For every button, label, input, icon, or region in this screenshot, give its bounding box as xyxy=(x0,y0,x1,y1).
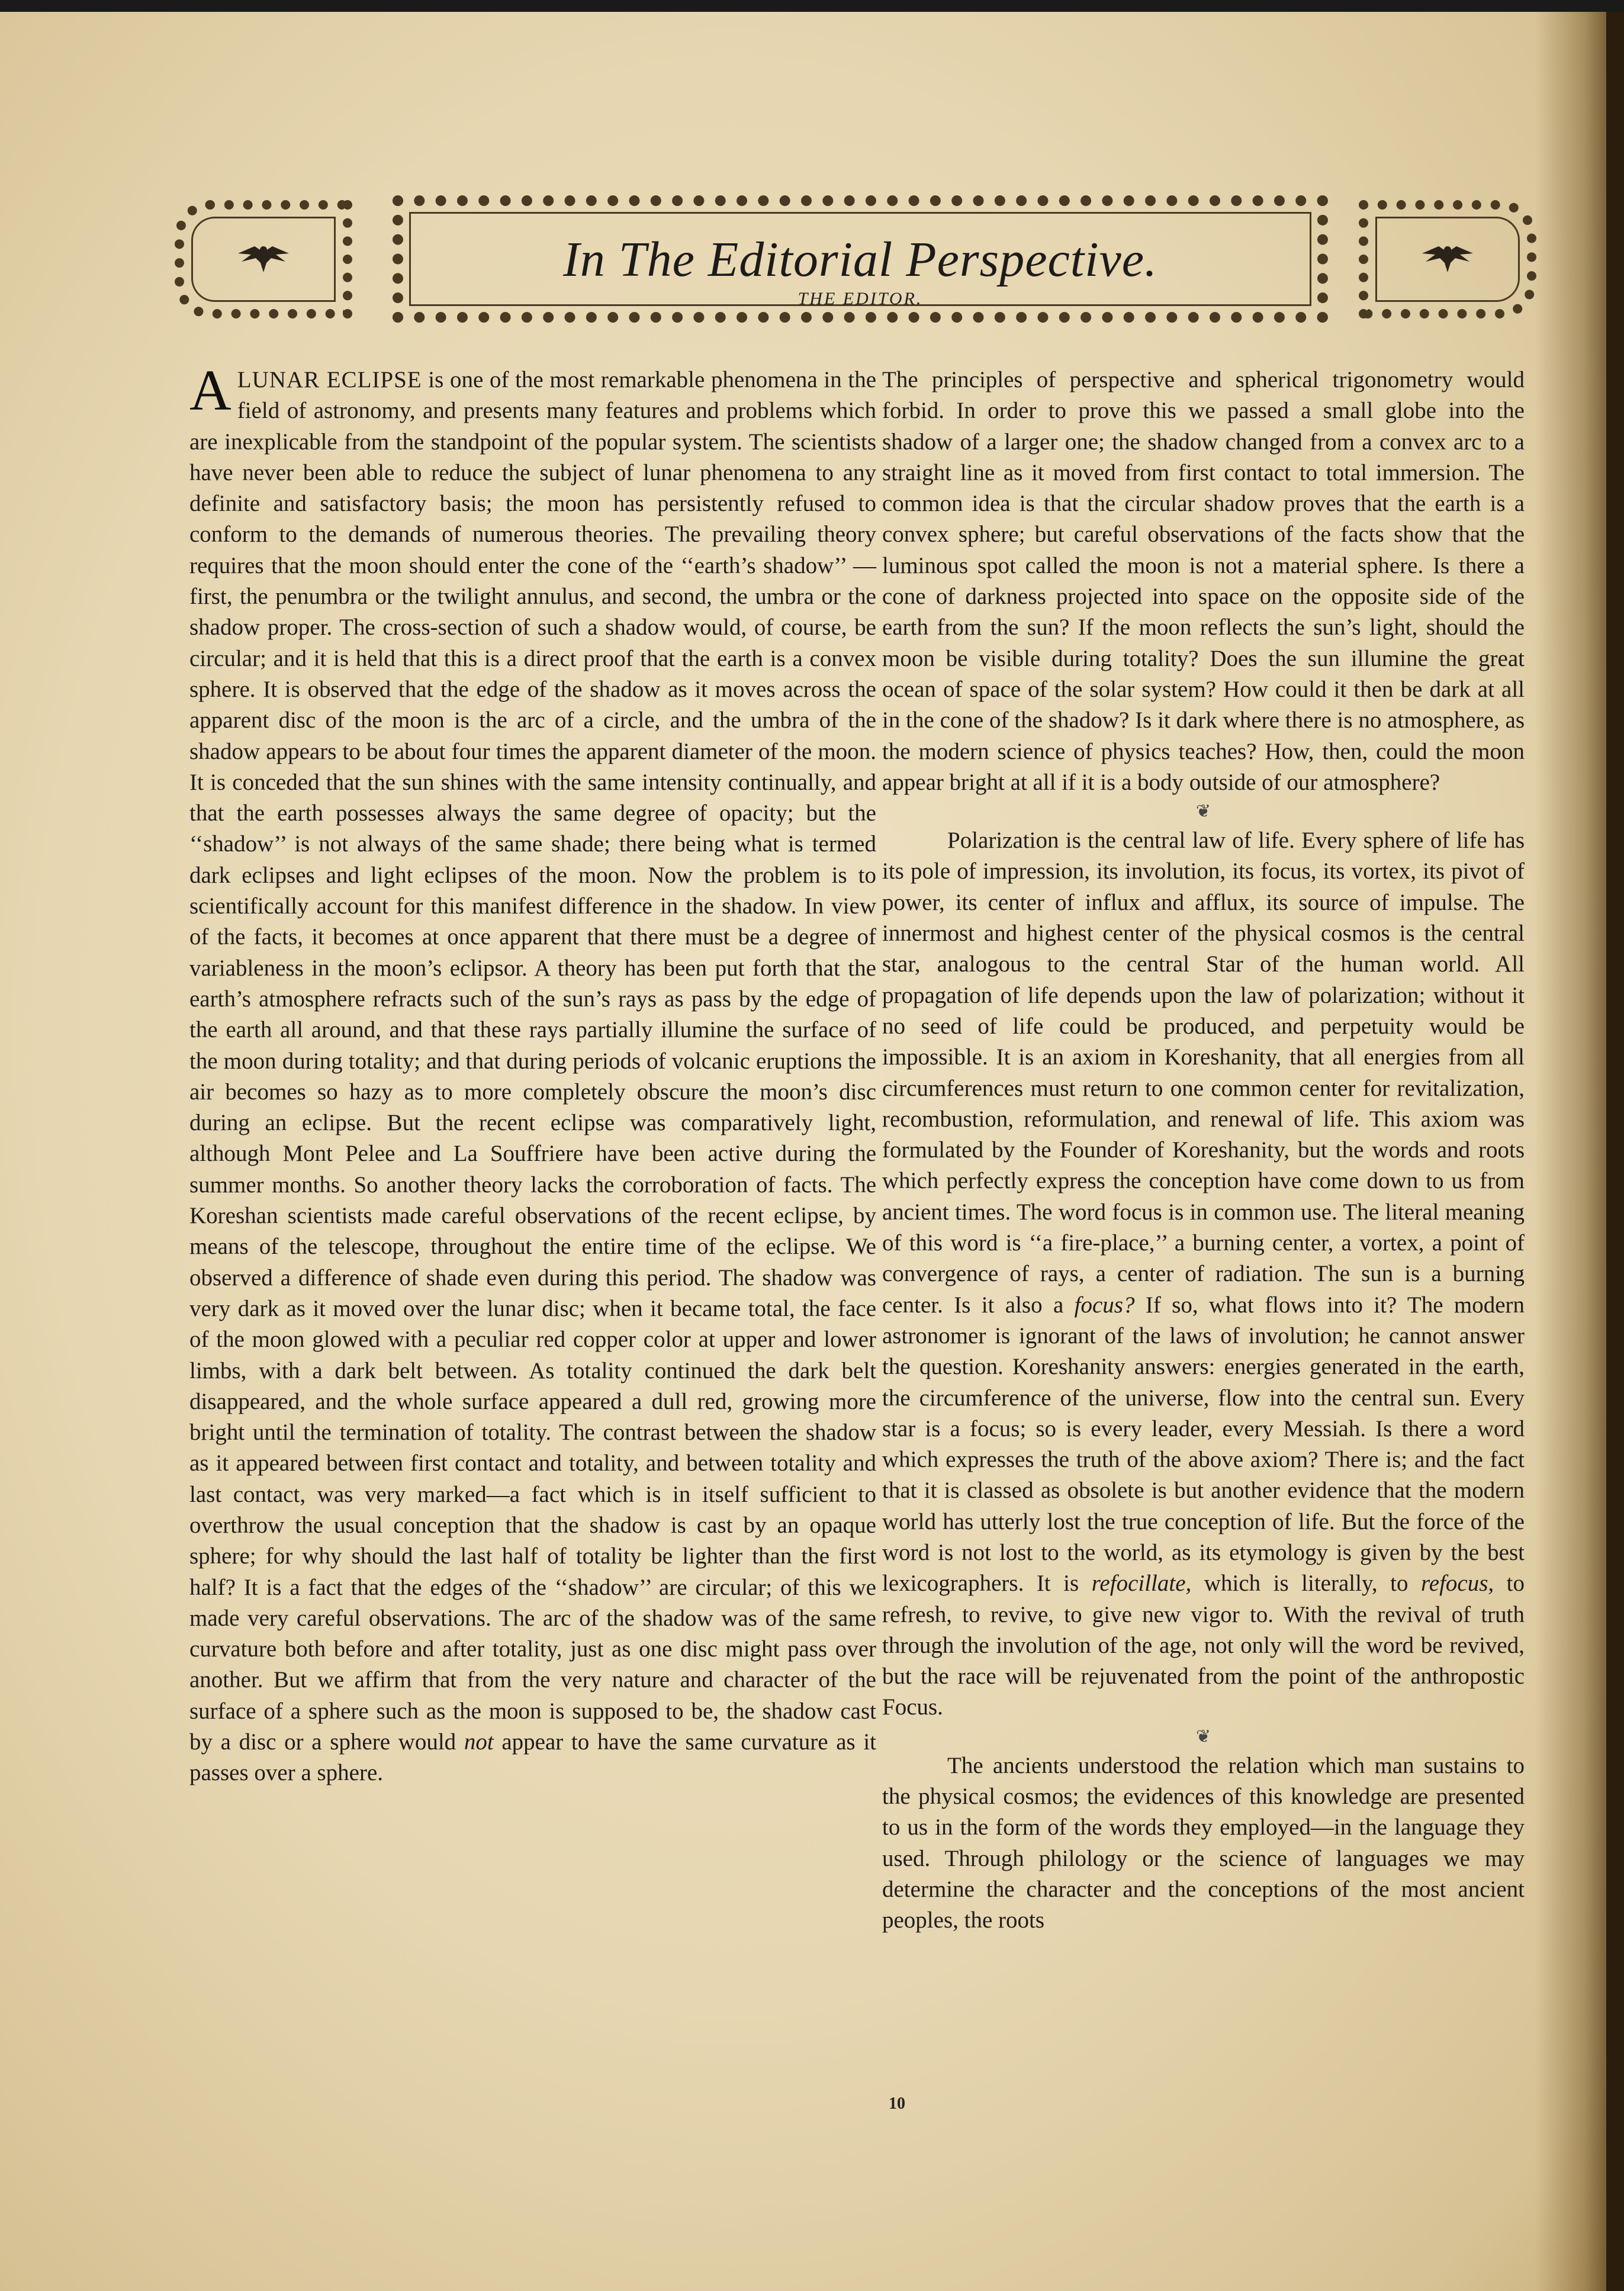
italic-text: refocus, xyxy=(1421,1571,1494,1597)
book-spine xyxy=(1606,12,1624,2291)
italic-text: focus? xyxy=(1074,1292,1135,1318)
paragraph-lunar-eclipse xyxy=(189,359,877,1789)
paragraph-polarization xyxy=(882,825,1525,1723)
paragraph-text: to refresh, to revive, to give new vigor to. With the revival of truth through the involution of the age, not only will the word be revived, but the race will be rejuvenated from the point of the anthropostic Focus. xyxy=(882,1571,1525,1720)
lead-in: LUNAR ECLIPSE xyxy=(237,367,422,392)
editorial-header xyxy=(175,195,1536,332)
paragraph-perspective: The principles of perspective and spherical trigonometry would forbid. In order to prove this we passed a small globe into the shadow of a larger one; the shadow changed from a convex arc to a straight line as it moved from first contact to total immersion. The common idea is that the circular shadow proves that the earth is a convex sphere; but careful observations of the facts show that the luminous spot called the moon is not a material sphere. Is there a cone of darkness projected into space on the opposite side of the earth from the sun? If the moon reflects the sun’s light, should the moon be visible during totality? Does the sun illumine the great ocean of space of the solar system? How could it then be dark at all in the cone of the shadow? Is it dark where there is no atmosphere, as the modern science of physics teaches? How, then, could the moon appear bright at all if it is a body outside of our atmosphere? xyxy=(882,367,1525,795)
magazine-page xyxy=(0,12,1624,2291)
paragraph-ancients: The ancients understood the relation which man sustains to the physical cosmos; the evidences of this knowledge are presented to us in the form of the words they employed—in the language they used. Through philology or the science of languages we may determine the character and the conceptions of the most ancient peoples, the roots xyxy=(882,1752,1525,1933)
paragraph-text: If so, what flows into it? The modern astronomer is ignorant of the laws of involution; he cannot answer the question. Koreshanity answers: energies generated in the earth, the circumference of the universe, flow into the central sun. Every star is a focus; so is every leader, every Messiah. Is there a word which expresses the truth of the above axiom? There is; and the fact that it is classed as obsolete is but another evidence that the modern world has utterly lost the true conception of life. But the force of the word is not lost to the world, as its etymology is given by the best lexicographers. It is xyxy=(882,1292,1525,1597)
left-ornament-frame xyxy=(175,200,352,318)
italic-text: refocillate, xyxy=(1091,1571,1192,1597)
right-ornament-frame xyxy=(1359,200,1536,318)
italic-text: not xyxy=(464,1729,494,1755)
paragraph-text: which is literally, to xyxy=(1204,1571,1408,1597)
paragraph-text: appear to have the same curvature as it passes over a sphere. xyxy=(189,1729,877,1786)
eagle-icon xyxy=(1421,242,1474,277)
right-column xyxy=(882,365,1525,1936)
page-title: In The Editorial Perspective. xyxy=(562,232,1158,287)
section-ornament: ❦ xyxy=(1195,802,1211,822)
paragraph-text: Polarization is the central law of life. Every sphere of life has its pole of impression, its involution, its focus, its vortex, its pivot of power, its center of influx and afflux, its source of impulse. The innermost and highest center of the physical cosmos is the central star, analogous to the central Star of the human world. All propagation of life depends upon the law of polarization; without it no seed of life could be produced, and perpetuity would be impossible. It is an axiom in Koreshanity, that all energies from all circumferences must return to one common center for revitalization, recombustion, reformulation, and renewal of life. This axiom was formulated by the Founder of Koreshanity, but the words and roots which perfectly express the conception have come down to us from ancient times. The word focus is in common use. The literal meaning of this word is ‘‘a fire-place,’’ a burning center, a vortex, a point of convergence of rays, a center of radiation. The sun is a burning center. Is it also a xyxy=(882,828,1525,1318)
paragraph-text: is one of the most remarkable phenomena in the field of astronomy, and presents many features and problems which are inexplicable from the standpoint of the popular system. The scientists have never been able to reduce the subject of lunar phenomena to any definite and satisfactory basis; the moon has persistently refused to conform to the demands of numerous theories. The prevailing theory requires that the moon should enter the cone of the ‘‘earth’s shadow’’ —first, the penumbra or the twilight annulus, and second, the umbra or the shadow proper. The cross-section of such a shadow would, of course, be circular; and it is held that this is a direct proof that the earth is a convex sphere. It is observed that the edge of the shadow as it moves across the apparent disc of the moon is the arc of a circle, and the umbra of the shadow appears to be about four times the apparent diameter of the moon. It is conceded that the sun shines with the same intensity continually, and that the earth possesses always the same degree of opacity; but the ‘‘shadow’’ is not always of the same shade; there being what is termed dark eclipses and light eclipses of the moon. Now the problem is to scientifically account for this manifest difference in the shadow. In view of the facts, it becomes at once apparent that there must be a degree of variableness in the moon’s eclipsor. A theory has been put forth that the earth’s atmosphere refracts such of the sun’s rays as pass by the edge of the earth all around, and that these rays partially illumine the surface of the moon during totality; and that during periods of volcanic eruptions the air becomes so hazy as to more completely obscure the moon’s disc during an eclipse. But the recent eclipse was comparatively light, although Mont Pelee and La Souffriere have been active during the summer months. So another theory lacks the corroboration of facts. The Koreshan scientists made careful observations of the recent eclipse, by means of the telescope, throughout the entire time of the eclipse. We observed a difference of shade even during this period. The shadow was very dark as it moved over the lunar disc; when it became total, the face of the moon glowed with a peculiar red copper color at upper and lower limbs, with a dark belt between. As totality continued the dark belt disappeared, and the whole surface appeared a dull red, growing more bright until the termination of totality. The contrast between the shadow as it appeared between first contact and totality, and between totality and last contact, was very marked—a fact which is in itself sufficient to overthrow the usual conception that the shadow is cast by an opaque sphere; for why should the last half of totality be lighter than the first half? It is a fact that the edges of the ‘‘shadow’’ are circular; of this we made very careful observations. The arc of the shadow was of the same curvature both before and after totality, just as one disc might pass over another. But we affirm that from the very nature and character of the surface of a sphere such as the moon is supposed to be, the shadow cast by a disc or a sphere would xyxy=(189,367,877,1755)
byline: THE EDITOR. xyxy=(797,289,923,308)
page-number: 10 xyxy=(889,2094,905,2113)
eagle-icon xyxy=(237,242,290,277)
drop-cap: A xyxy=(189,359,231,423)
left-column xyxy=(189,359,877,1789)
title-frame xyxy=(393,195,1328,323)
section-ornament: ❦ xyxy=(1195,1726,1211,1746)
